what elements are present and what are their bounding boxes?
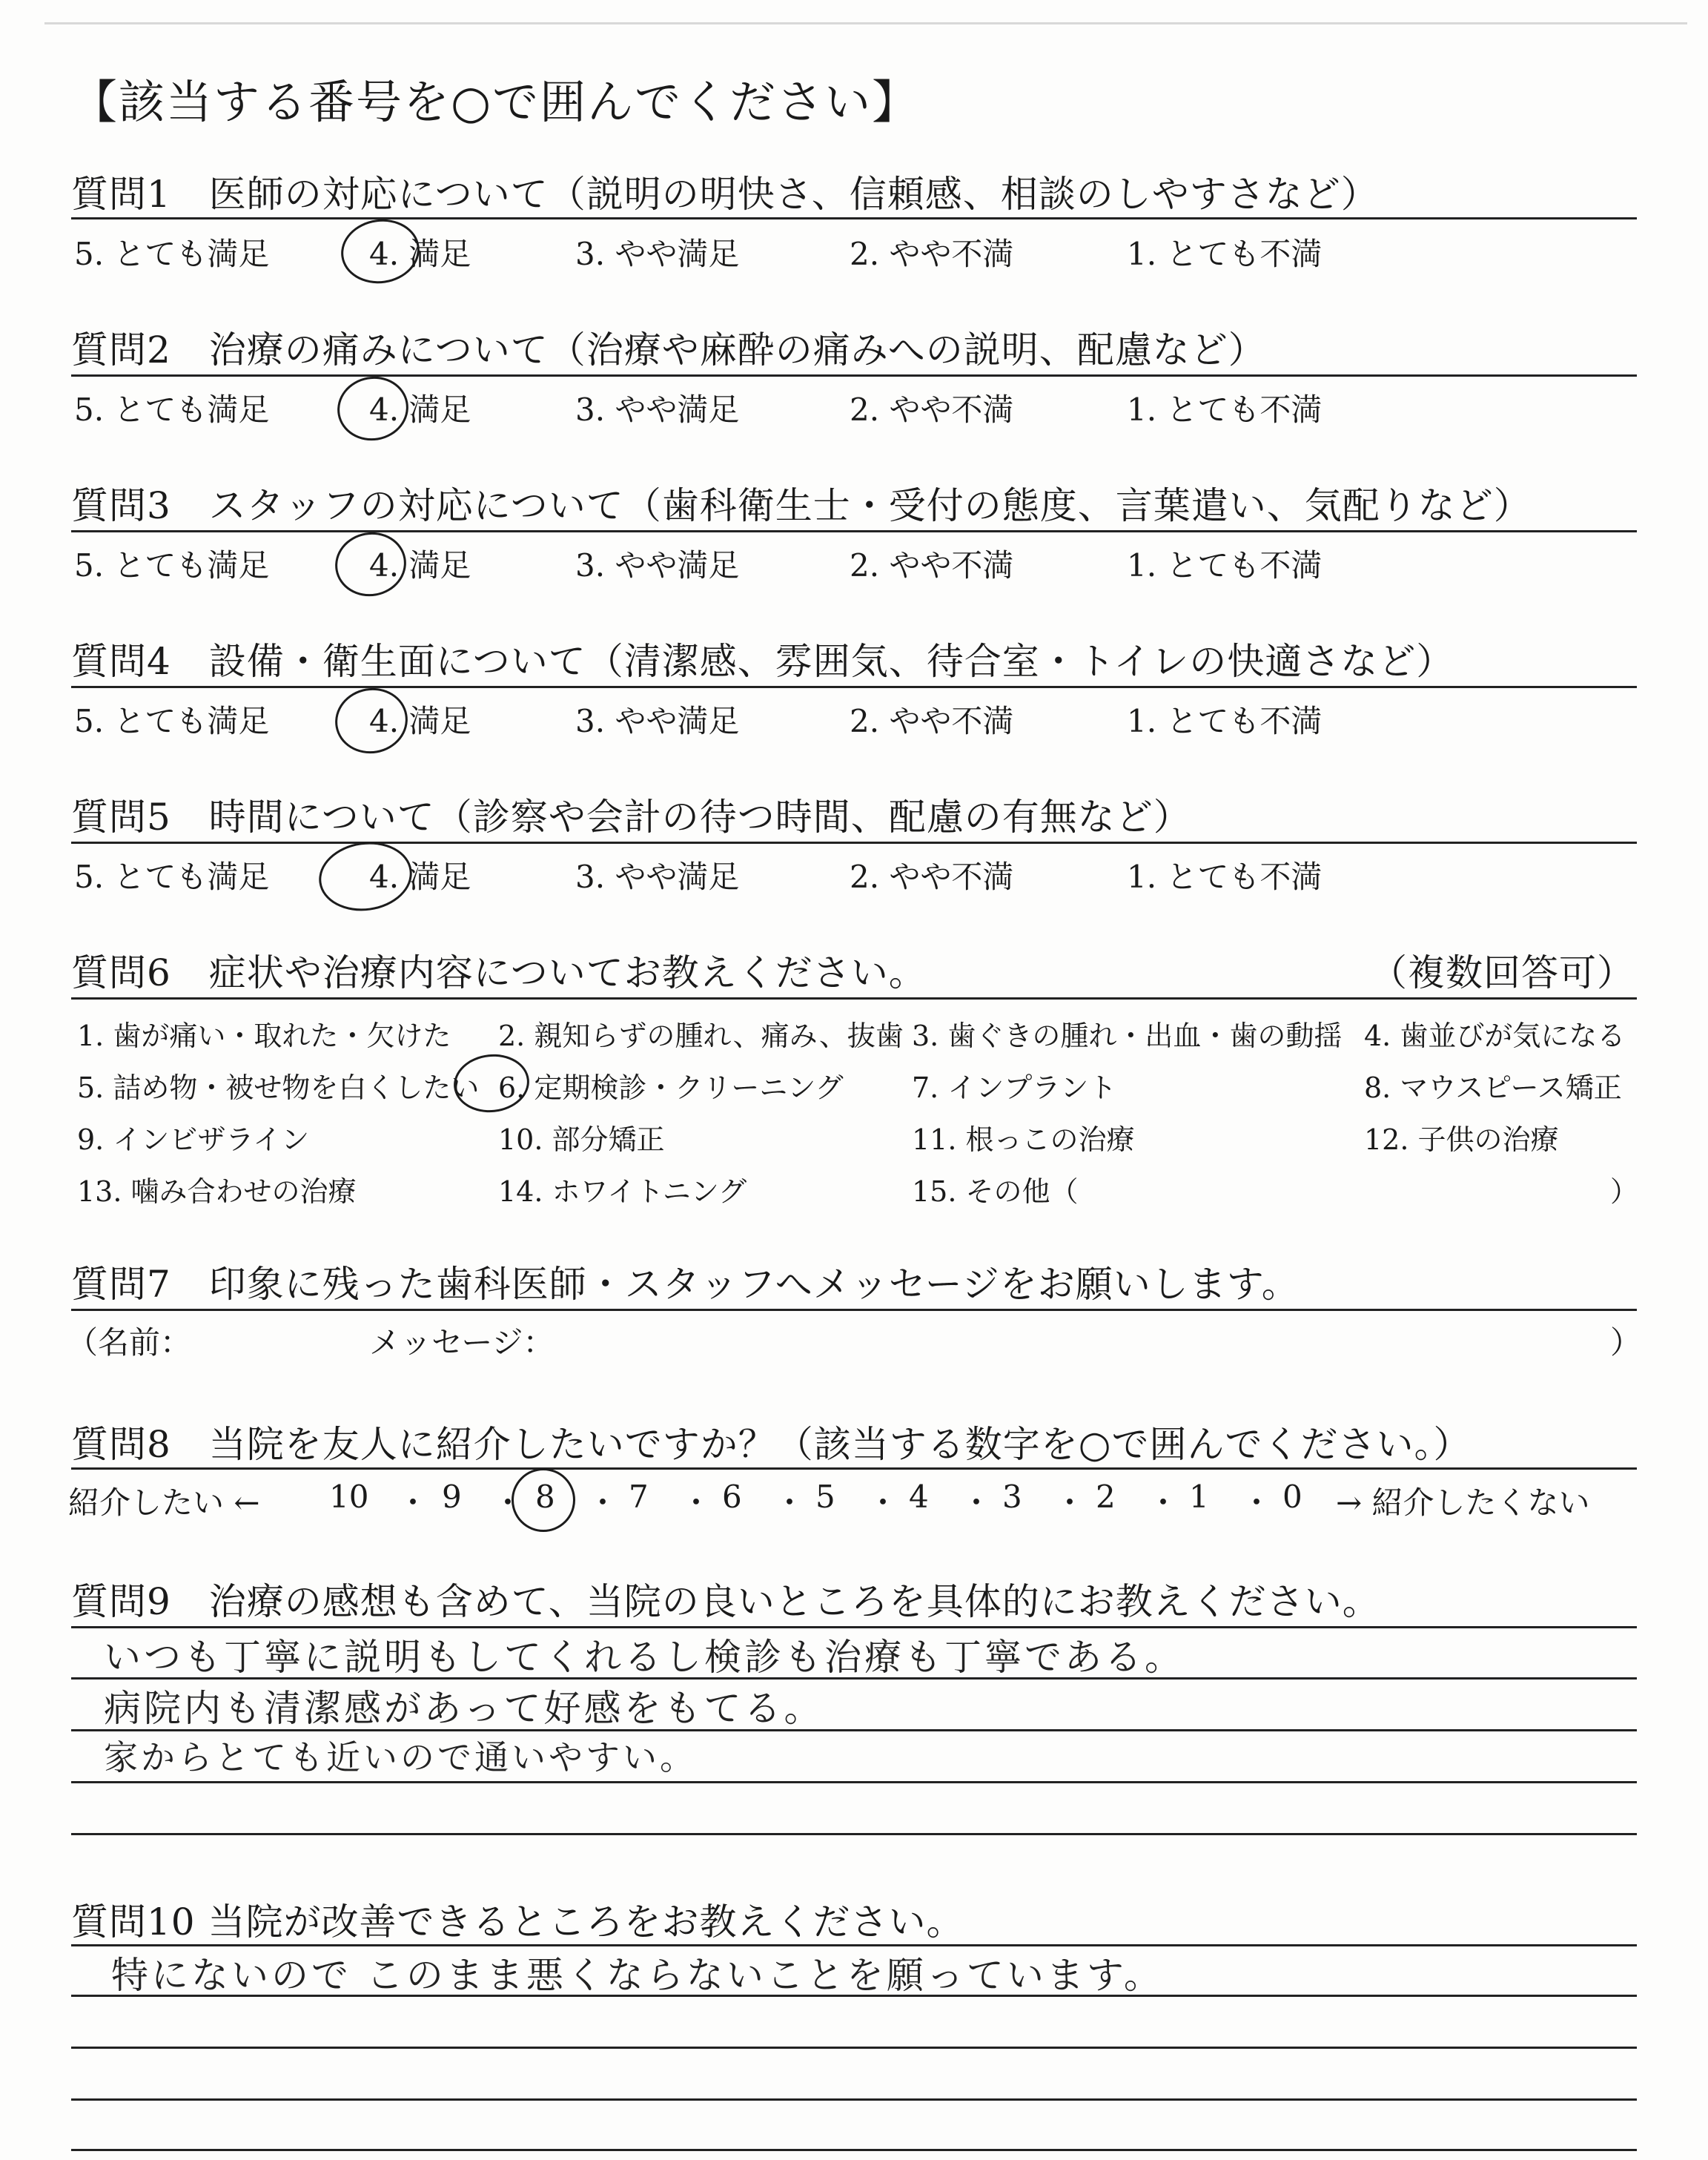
- q8-dot: ・: [961, 1484, 993, 1521]
- q10-line-4: [71, 2098, 1637, 2101]
- instruction-header: 【該当する番号を○で囲んでください】: [71, 75, 920, 129]
- q8-scale-4[interactable]: 4: [909, 1479, 929, 1515]
- q6-option-2[interactable]: 2. 親知らずの腫れ、痛み、抜歯: [498, 1020, 904, 1052]
- q8-dot: ・: [774, 1484, 806, 1521]
- q6-option-10[interactable]: 10. 部分矯正: [498, 1123, 665, 1156]
- q4-option-5[interactable]: 5. とても満足: [74, 703, 270, 739]
- q4-option-2[interactable]: 2. やや不満: [850, 703, 1014, 739]
- q4-selection-circle: [330, 682, 413, 759]
- q4-rule: [71, 686, 1637, 688]
- q7-name-label: （名前：: [67, 1324, 192, 1361]
- q5-selection-circle: [314, 836, 417, 917]
- q8-dot: ・: [1241, 1484, 1273, 1521]
- q6-option-5[interactable]: 5. 詰め物・被せ物を白くしたい: [77, 1071, 480, 1104]
- q9-title: 質問9 治療の感想も含めて、当院の良いところを具体的にお教えください。: [71, 1580, 1380, 1623]
- q9-line-4: [71, 1781, 1637, 1783]
- q8-scale-1[interactable]: 1: [1189, 1479, 1209, 1515]
- q6-option-13[interactable]: 13. 噛み合わせの治療: [77, 1175, 357, 1208]
- q2-option-1[interactable]: 1. とても不満: [1127, 392, 1323, 428]
- q6-option-9[interactable]: 9. インビザライン: [77, 1123, 310, 1156]
- q8-dot: ・: [1054, 1484, 1086, 1521]
- q8-selection-circle: [512, 1468, 575, 1532]
- q8-scale-6[interactable]: 6: [722, 1479, 742, 1515]
- top-border: [44, 22, 1687, 24]
- q10-line-3: [71, 2047, 1637, 2049]
- q8-scale-5[interactable]: 5: [815, 1479, 835, 1515]
- q4-title: 質問4 設備・衛生面について（清潔感、雰囲気、待合室・トイレの快適さなど）: [71, 640, 1454, 683]
- q3-rule: [71, 530, 1637, 532]
- q6-option-1[interactable]: 1. 歯が痛い・取れた・欠けた: [77, 1020, 451, 1052]
- q8-scale-7[interactable]: 7: [629, 1479, 649, 1515]
- q5-option-4[interactable]: 4. 満足: [369, 859, 471, 895]
- q4-option-4[interactable]: 4. 満足: [369, 703, 471, 739]
- q2-option-2[interactable]: 2. やや不満: [850, 392, 1014, 428]
- q6-option-12[interactable]: 12. 子供の治療: [1364, 1123, 1559, 1156]
- q2-selection-circle: [332, 371, 413, 446]
- q5-title: 質問5 時間について（診察や会計の待つ時間、配慮の有無など）: [71, 796, 1191, 839]
- q6-option-8[interactable]: 8. マウスピース矯正: [1364, 1071, 1622, 1104]
- q2-title: 質問2 治療の痛みについて（治療や麻酔の痛みへの説明、配慮など）: [71, 328, 1266, 371]
- q1-title: 質問1 医師の対応について（説明の明快さ、信頼感、相談のしやすさなど）: [71, 173, 1379, 216]
- q7-title: 質問7 印象に残った歯科医師・スタッフへメッセージをお願いします。: [71, 1263, 1300, 1306]
- q4-option-1[interactable]: 1. とても不満: [1127, 703, 1323, 739]
- q4-option-3[interactable]: 3. やや満足: [575, 703, 740, 739]
- q3-option-2[interactable]: 2. やや不満: [850, 547, 1014, 584]
- q9-handwritten-line-3: 家からとても近いので通いやすい。: [104, 1737, 697, 1777]
- q8-dot: ・: [681, 1484, 712, 1521]
- q8-dot: ・: [492, 1484, 524, 1521]
- q8-dot: ・: [397, 1484, 429, 1521]
- q6-multi-note: （複数回答可）: [1370, 951, 1635, 994]
- q7-message-label: メッセージ：: [369, 1324, 555, 1361]
- q3-option-4[interactable]: 4. 満足: [369, 547, 471, 584]
- q5-option-1[interactable]: 1. とても不満: [1127, 859, 1323, 895]
- q10-title: 質問10 当院が改善できるところをお教えください。: [71, 1900, 964, 1943]
- q6-option-15-other[interactable]: 15. その他（: [912, 1175, 1079, 1208]
- q10-handwritten-line-1: 特にないので このまま悪くならないことを願っています。: [111, 1954, 1164, 1997]
- q8-scale-9[interactable]: 9: [442, 1479, 462, 1515]
- q8-title: 質問8 当院を友人に紹介したいですか？（該当する数字を○で囲んでください。）: [71, 1423, 1472, 1466]
- q1-selection-circle: [337, 214, 424, 288]
- q1-option-5[interactable]: 5. とても満足: [74, 236, 270, 272]
- q6-selection-circle: [451, 1051, 532, 1116]
- q5-rule: [71, 842, 1637, 844]
- q9-handwritten-line-1: いつも丁寧に説明もしてくれるし検診も治療も丁寧である。: [104, 1636, 1185, 1679]
- q1-rule: [71, 217, 1637, 219]
- q5-option-2[interactable]: 2. やや不満: [850, 859, 1014, 895]
- q6-option-6[interactable]: 6. 定期検診・クリーニング: [498, 1071, 844, 1104]
- q6-title: 質問6 症状や治療内容についてお教えください。: [71, 951, 927, 994]
- q1-option-2[interactable]: 2. やや不満: [850, 236, 1014, 272]
- q8-scale-0[interactable]: 0: [1282, 1479, 1302, 1515]
- q8-left-label: 紹介したい ←: [68, 1484, 260, 1521]
- q5-option-3[interactable]: 3. やや満足: [575, 859, 740, 895]
- q1-option-4[interactable]: 4. 満足: [369, 236, 471, 272]
- q3-selection-circle: [330, 526, 411, 601]
- q8-dot: ・: [587, 1484, 619, 1521]
- q3-option-5[interactable]: 5. とても満足: [74, 547, 270, 584]
- q8-rule: [71, 1467, 1637, 1470]
- q8-scale-10[interactable]: 10: [329, 1479, 369, 1515]
- q8-scale-8[interactable]: 8: [535, 1479, 555, 1515]
- q6-option-4[interactable]: 4. 歯並びが気になる: [1364, 1020, 1626, 1052]
- q2-option-3[interactable]: 3. やや満足: [575, 392, 740, 428]
- q8-dot: ・: [1148, 1484, 1179, 1521]
- q8-scale-2[interactable]: 2: [1096, 1479, 1116, 1515]
- q10-line-5: [71, 2149, 1637, 2151]
- q2-option-5[interactable]: 5. とても満足: [74, 392, 270, 428]
- q6-option-14[interactable]: 14. ホワイトニング: [498, 1175, 747, 1208]
- q6-option-3[interactable]: 3. 歯ぐきの腫れ・出血・歯の動揺: [912, 1020, 1343, 1052]
- q2-rule: [71, 374, 1637, 377]
- q2-option-4[interactable]: 4. 満足: [369, 392, 471, 428]
- q3-option-3[interactable]: 3. やや満足: [575, 547, 740, 584]
- q1-option-1[interactable]: 1. とても不満: [1127, 236, 1323, 272]
- q9-handwritten-line-2: 病院内も清潔感があって好感をもてる。: [104, 1687, 824, 1730]
- q3-title: 質問3 スタッフの対応について（歯科衛生士・受付の態度、言葉遣い、気配りなど）: [71, 484, 1532, 527]
- q6-option-7[interactable]: 7. インプラント: [912, 1071, 1117, 1104]
- q7-close: ）: [1610, 1324, 1642, 1361]
- q1-option-3[interactable]: 3. やや満足: [575, 236, 740, 272]
- q8-dot: ・: [867, 1484, 899, 1521]
- q9-line-5: [71, 1833, 1637, 1835]
- q6-rule: [71, 997, 1637, 1000]
- q6-other-close: ）: [1610, 1175, 1639, 1208]
- q7-rule: [71, 1309, 1637, 1311]
- q6-option-11[interactable]: 11. 根っこの治療: [912, 1123, 1135, 1156]
- q5-option-5[interactable]: 5. とても満足: [74, 859, 270, 895]
- q8-right-label: → 紹介したくない: [1336, 1484, 1590, 1521]
- q3-option-1[interactable]: 1. とても不満: [1127, 547, 1323, 584]
- q8-scale-3[interactable]: 3: [1002, 1479, 1022, 1515]
